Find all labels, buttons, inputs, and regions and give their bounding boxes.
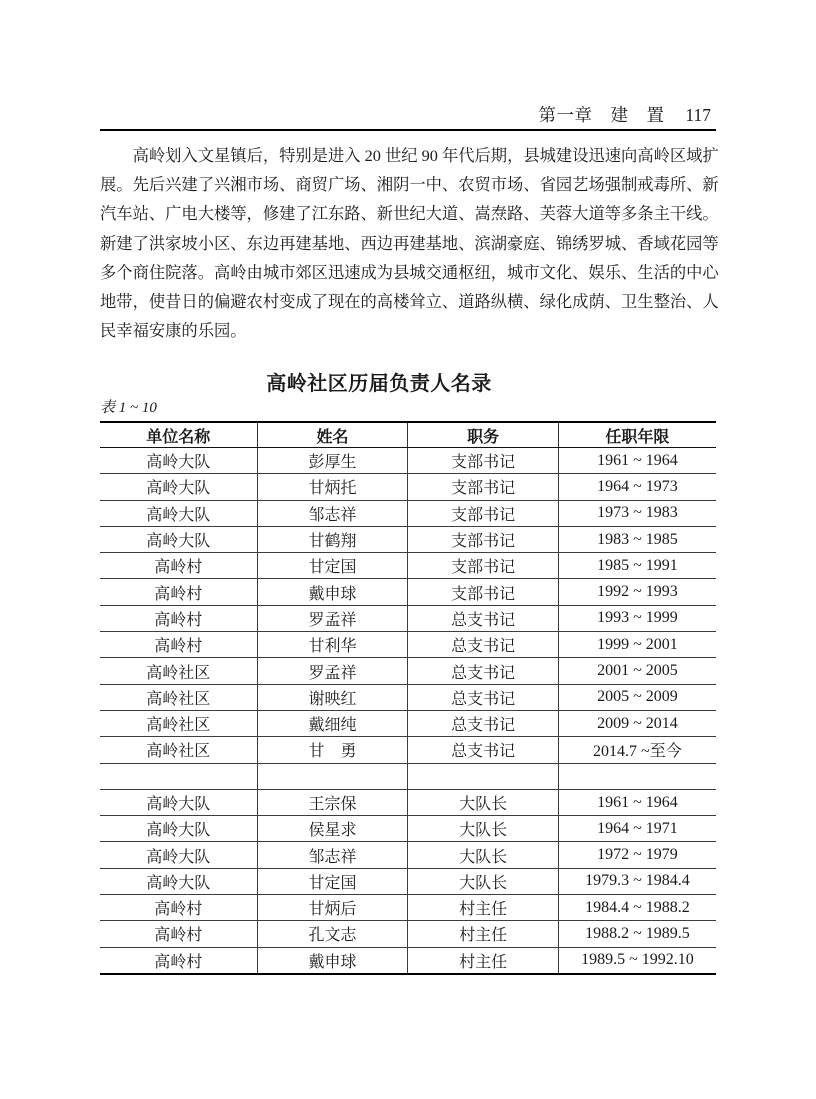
table-header-row — [100, 422, 716, 448]
table-number-label: 表 1 ~ 10 — [100, 400, 157, 416]
table-cell: 1992 ~ 1993 — [558, 579, 716, 605]
table-cell: 邹志祥 — [257, 842, 408, 868]
table-cell — [408, 763, 558, 789]
table-row — [100, 500, 716, 526]
table-cell: 甘利华 — [257, 632, 408, 658]
column-header: 职务 — [408, 422, 558, 448]
table-cell: 村主任 — [408, 895, 558, 921]
table-cell: 邹志祥 — [257, 500, 408, 526]
table-row — [100, 868, 716, 894]
table-row — [100, 684, 716, 710]
table-cell: 1983 ~ 1985 — [558, 526, 716, 552]
table-cell: 高岭社区 — [100, 737, 257, 763]
table-row — [100, 632, 716, 658]
paragraph-line: 地带，使昔日的偏避农村变成了现在的高楼耸立、道路纵横、绿化成荫、卫生整治、人 — [100, 291, 719, 311]
table-cell — [257, 763, 408, 789]
table-cell: 1984.4 ~ 1988.2 — [558, 895, 716, 921]
table-cell: 2014.7 ~至今 — [558, 737, 716, 763]
column-header: 姓名 — [257, 422, 408, 448]
page-number: 117 — [685, 105, 711, 125]
table-row — [100, 605, 716, 631]
table-cell: 支部书记 — [408, 500, 558, 526]
running-header — [100, 103, 716, 131]
table-cell: 甘炳后 — [257, 895, 408, 921]
column-header: 任职年限 — [558, 422, 716, 448]
table-cell: 总支书记 — [408, 684, 558, 710]
table-row — [100, 448, 716, 474]
table-cell — [100, 763, 257, 789]
table-cell: 罗孟祥 — [257, 658, 408, 684]
table-cell: 总支书记 — [408, 605, 558, 631]
table-cell: 支部书记 — [408, 579, 558, 605]
table-cell: 甘定国 — [257, 868, 408, 894]
table-cell: 2001 ~ 2005 — [558, 658, 716, 684]
table-cell: 谢映红 — [257, 684, 408, 710]
table-cell: 高岭大队 — [100, 868, 257, 894]
table-cell: 村主任 — [408, 921, 558, 947]
table-cell: 戴申球 — [257, 579, 408, 605]
column-header: 单位名称 — [100, 422, 257, 448]
table-cell: 1988.2 ~ 1989.5 — [558, 921, 716, 947]
table-cell: 总支书记 — [408, 658, 558, 684]
table-cell: 1979.3 ~ 1984.4 — [558, 868, 716, 894]
roster-table — [100, 421, 716, 975]
table-row — [100, 579, 716, 605]
paragraph-line: 多个商住院落。高岭由城市郊区迅速成为县城交通枢纽，城市文化、娱乐、生活的中心 — [100, 262, 719, 282]
table-cell: 1973 ~ 1983 — [558, 500, 716, 526]
table-cell: 总支书记 — [408, 710, 558, 736]
table-cell: 王宗保 — [257, 789, 408, 815]
table-cell: 侯星求 — [257, 816, 408, 842]
table-cell: 支部书记 — [408, 526, 558, 552]
table-cell: 高岭大队 — [100, 474, 257, 500]
table-cell: 高岭村 — [100, 895, 257, 921]
table-cell: 1961 ~ 1964 — [558, 448, 716, 474]
table-cell: 甘定国 — [257, 553, 408, 579]
table-row — [100, 474, 716, 500]
table-row — [100, 553, 716, 579]
table-row — [100, 710, 716, 736]
table-cell: 高岭社区 — [100, 684, 257, 710]
table-row — [100, 789, 716, 815]
table-cell: 高岭大队 — [100, 842, 257, 868]
table-cell — [558, 763, 716, 789]
table-cell: 支部书记 — [408, 474, 558, 500]
paragraph-line: 新建了洪家坡小区、东边再建基地、西边再建基地、滨湖豪庭、锦绣罗城、香域花园等 — [100, 233, 719, 253]
table-cell: 高岭社区 — [100, 658, 257, 684]
table-cell: 高岭大队 — [100, 500, 257, 526]
table-cell: 1999 ~ 2001 — [558, 632, 716, 658]
table-cell: 甘 勇 — [257, 737, 408, 763]
table-cell: 孔文志 — [257, 921, 408, 947]
table-cell: 2005 ~ 2009 — [558, 684, 716, 710]
table-cell: 高岭村 — [100, 921, 257, 947]
table-cell: 1961 ~ 1964 — [558, 789, 716, 815]
table-row — [100, 526, 716, 552]
table-cell: 1972 ~ 1979 — [558, 842, 716, 868]
table-row — [100, 895, 716, 921]
table-cell: 戴申球 — [257, 947, 408, 974]
table-cell: 1989.5 ~ 1992.10 — [581, 951, 694, 969]
table-row — [100, 921, 716, 947]
table-cell: 1985 ~ 1991 — [558, 553, 716, 579]
table-cell: 高岭村 — [100, 553, 257, 579]
table-cell: 高岭村 — [100, 632, 257, 658]
table-row — [100, 737, 716, 763]
table-row — [100, 763, 716, 789]
table-row — [100, 842, 716, 868]
table-cell: 总支书记 — [408, 737, 558, 763]
paragraph-line: 民幸福安康的乐园。 — [100, 321, 247, 341]
chapter-title: 第一章 建 置 — [538, 105, 665, 125]
table-cell: 高岭大队 — [100, 448, 257, 474]
table-cell: 1964 ~ 1973 — [558, 474, 716, 500]
table-row — [100, 816, 716, 842]
table-cell: 2009 ~ 2014 — [558, 710, 716, 736]
table-cell: 支部书记 — [408, 553, 558, 579]
body-paragraph — [100, 141, 719, 345]
table-row — [100, 658, 716, 684]
table-row — [100, 947, 716, 974]
table-cell: 1964 ~ 1971 — [558, 816, 716, 842]
paragraph-line: 展。先后兴建了兴湘市场、商贸广场、湘阴一中、农贸市场、省园艺场强制戒毒所、新 — [100, 175, 719, 195]
table-cell: 高岭村 — [100, 605, 257, 631]
table-cell: 高岭大队 — [100, 789, 257, 815]
table-cell: 彭厚生 — [257, 448, 408, 474]
table-cell: 高岭村 — [100, 947, 257, 974]
table-cell: 甘炳托 — [257, 474, 408, 500]
table-cell: 甘鹤翔 — [257, 526, 408, 552]
table-cell: 支部书记 — [408, 448, 558, 474]
table-cell: 高岭大队 — [100, 526, 257, 552]
table-cell: 村主任 — [408, 947, 558, 974]
table-cell: 大队长 — [408, 868, 558, 894]
table-cell: 总支书记 — [408, 632, 558, 658]
table-cell: 高岭社区 — [100, 710, 257, 736]
page-content — [100, 0, 719, 1099]
table-cell: 大队长 — [408, 789, 558, 815]
table-title: 高岭社区历届负责人名录 — [266, 373, 492, 395]
paragraph-line: 汽车站、广电大楼等，修建了江东路、新世纪大道、嵩焘路、芙蓉大道等多条主干线。 — [100, 204, 719, 224]
table-cell: 高岭村 — [100, 579, 257, 605]
table-cell: 罗孟祥 — [257, 605, 408, 631]
table-body — [100, 448, 716, 974]
table-cell: 大队长 — [408, 816, 558, 842]
table-cell: 高岭大队 — [100, 816, 257, 842]
table-cell: 大队长 — [408, 842, 558, 868]
table-cell: 1993 ~ 1999 — [558, 605, 716, 631]
paragraph-line: 高岭划入文星镇后，特别是进入 20 世纪 90 年代后期，县城建设迅速向高岭区域扩 — [132, 146, 719, 165]
table-cell: 戴细纯 — [257, 710, 408, 736]
